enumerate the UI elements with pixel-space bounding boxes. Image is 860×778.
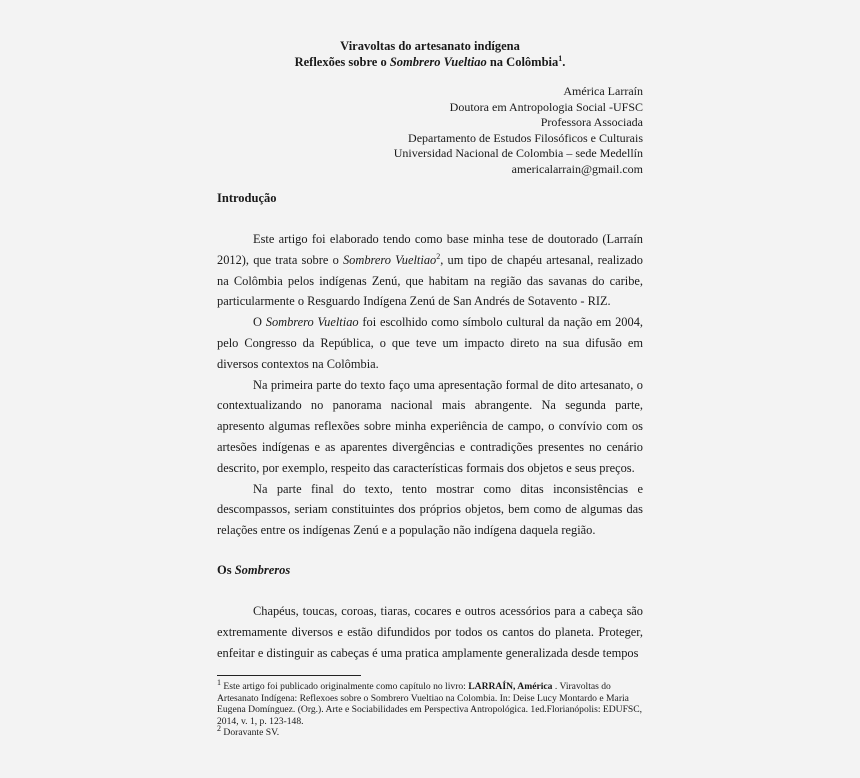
document-title <box>215 38 645 70</box>
section-heading-intro: Introdução <box>217 191 277 205</box>
title-line-2-pre: Reflexões sobre o <box>294 55 390 69</box>
sombreros-heading-italic: Sombreros <box>234 563 291 577</box>
title-line-2-italic: Sombrero Vueltiao <box>389 55 487 69</box>
title-line-2-end: . <box>562 55 566 69</box>
intro-p1-text-b: , um tipo de chapéu artesanal, realizado na Colômbia pelos indígenas Zenú, que habitam na região das savanas do caribe, particularmente o Resguardo Indígena Zenú de San Andrés de Sotavento - RIZ. <box>217 252 643 309</box>
intro-p2-italic: Sombrero Vueltiao <box>265 315 359 330</box>
title-line-2-post: na Colômbia <box>486 55 559 69</box>
intro-p1-text-a: Este artigo foi elaborado tendo como base minha tese de doutorado (Larraín 2012), que trata sobre o <box>217 232 643 267</box>
intro-p2-pre: O <box>253 315 266 330</box>
intro-body <box>217 229 643 541</box>
author-name: América Larraín <box>563 84 643 98</box>
footnote-ref-2: 2 <box>436 251 441 261</box>
author-email: americalarrain@gmail.com <box>511 161 643 176</box>
author-block <box>300 84 643 178</box>
footnotes <box>217 677 643 739</box>
footnote-divider <box>217 675 361 676</box>
sombreros-body <box>217 601 643 663</box>
footnote-1-marker: 1 <box>217 677 221 687</box>
footnote-2 <box>217 724 643 739</box>
intro-paragraph-3: Na primeira parte do texto faço uma apresentação formal de dito artesanato, o contextualizando no panorama nacional mais abrangente. Na segunda parte, apresento algumas reflexões sobre minha experiência de campo, o convívio com os artesões indígenas e as aparentes divergências e contradições presentes no cenário descrito, por exemplo, respeito das características formais dos objetos e seus preços. <box>217 377 643 475</box>
section-heading-sombreros <box>217 563 290 578</box>
footnote-1-text-b: . Viravoltas do Artesanato Indígena: Reflexoes sobre o Sombrero Vueltiao na Colombia. In: Deise Lucy Montardo e Maria Eugena Domínguez. (Org.). Arte e Sociabilidades em Perspectiva Antropológica. 1ed.Florianópolis: EDUFSC, 2014, v. 1, p. 123-148. <box>217 681 643 727</box>
intro-p1-italic: Sombrero Vueltiao <box>342 252 437 267</box>
intro-paragraph-2 <box>217 312 643 374</box>
footnote-1-text-a: Este artigo foi publicado originalmente como capítulo no livro: <box>221 681 469 692</box>
footnote-ref-1: 1 <box>558 53 563 63</box>
author-department: Departamento de Estudos Filosóficos e Culturais <box>408 130 643 145</box>
footnote-2-marker: 2 <box>217 724 221 734</box>
intro-paragraph-1 <box>217 229 643 312</box>
title-line-1: Viravoltas do artesanato indígena <box>340 39 520 53</box>
sombreros-paragraph-1: Chapéus, toucas, coroas, tiaras, cocares e outros acessórios para a cabeça são extremamente diversos e estão difundidos por todos os cantos do planeta. Proteger, enfeitar e distinguir as cabeças é uma pratica amplamente generalizada desde tempos <box>217 604 643 660</box>
footnote-2-text: Doravante SV. <box>221 727 280 739</box>
author-position: Professora Associada <box>540 115 643 130</box>
footnote-1-author: LARRAÍN, América <box>468 681 553 692</box>
intro-paragraph-4: Na parte final do texto, tento mostrar como ditas inconsistências e descompassos, seriam constituintes dos próprios objetos, bem como de algumas das relações entre os indígenas Zenú e a população não indígena daquela região. <box>217 481 643 538</box>
author-degree: Doutora em Antropologia Social -UFSC <box>449 99 643 114</box>
intro-p2-text: foi escolhido como símbolo cultural da nação em 2004, pelo Congresso da República, o que teve um impacto direto na sua difusão em diversos contextos na Colômbia. <box>217 315 643 371</box>
author-university: Universidad Nacional de Colombia – sede Medellín <box>393 146 643 161</box>
sombreros-heading-pre: Os <box>217 563 235 577</box>
title-line-2 <box>215 54 645 70</box>
footnote-1 <box>217 677 643 727</box>
